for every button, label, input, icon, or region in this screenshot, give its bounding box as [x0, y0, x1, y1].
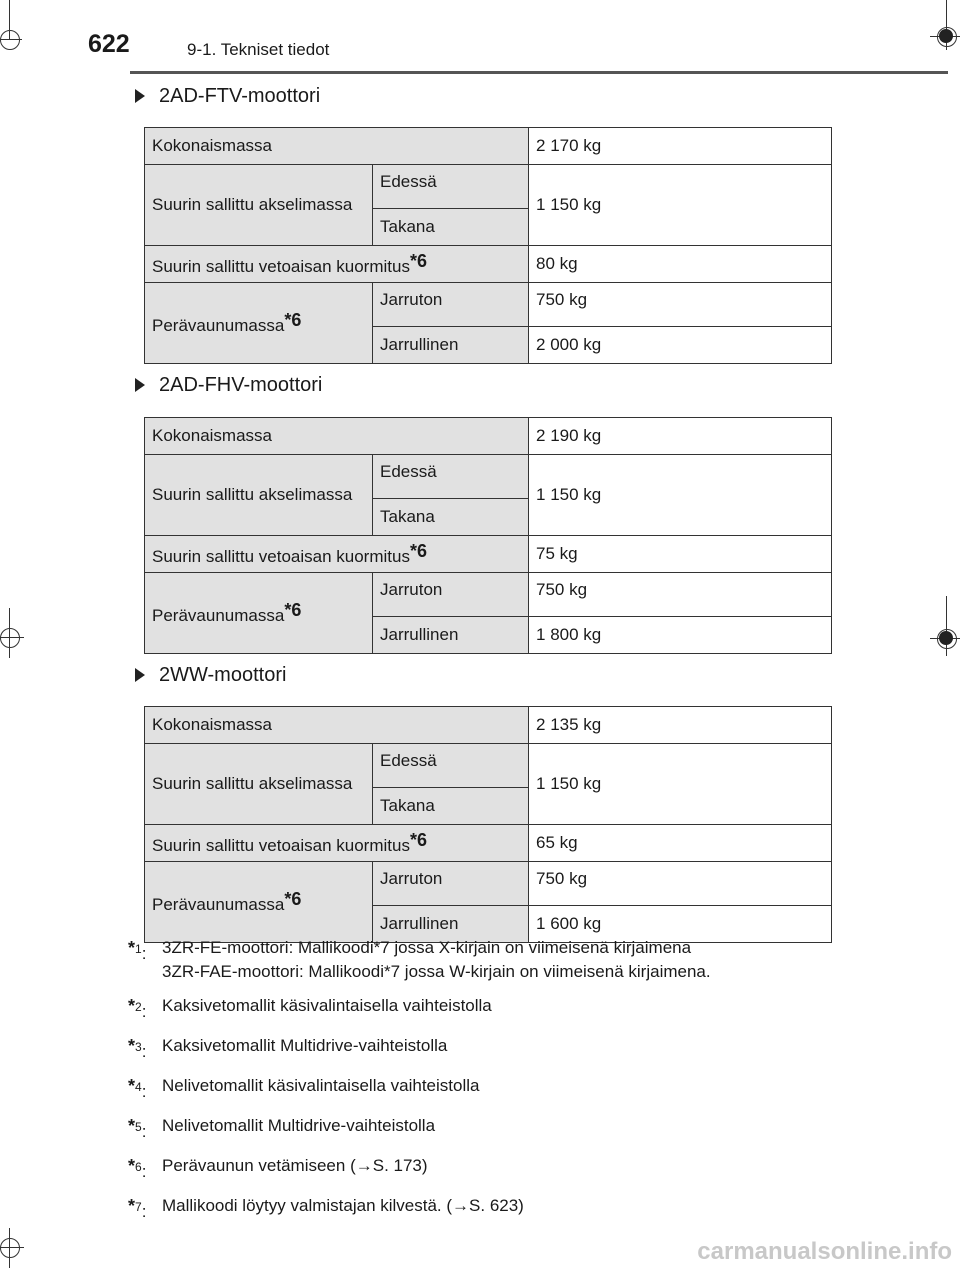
footnote-mark: *$^1$: [128, 938, 147, 963]
label-cell [145, 825, 529, 862]
label-cell: Takana [373, 209, 529, 246]
label-cell [145, 573, 373, 654]
label-cell [145, 283, 373, 364]
value-cell: 2 190 kg [529, 418, 832, 455]
label-cell [145, 862, 373, 943]
section-title: 9-1. Tekniset tiedot [187, 40, 330, 59]
label-text: Perävaunumassa [152, 606, 285, 625]
spec-table-1 [144, 127, 832, 364]
footnote-mark: *$^6$: [128, 1156, 147, 1181]
label-text: Suurin sallittu vetoaisan kuormitus [152, 257, 410, 276]
triangle-bullet-icon [135, 378, 145, 392]
engine-heading-1 [135, 85, 320, 108]
table-row [145, 455, 832, 499]
label-cell [145, 246, 529, 283]
label-cell: Kokonaismassa [145, 707, 529, 744]
label-cell: Suurin sallittu akselimassa [145, 165, 373, 246]
label-cell: Kokonaismassa [145, 128, 529, 165]
table-row [145, 283, 832, 327]
triangle-bullet-icon [135, 89, 145, 103]
value-cell: 2 135 kg [529, 707, 832, 744]
footnote [128, 936, 848, 984]
footnote-ref: *6 [284, 310, 302, 330]
footnotes [128, 936, 848, 1234]
table-row [145, 573, 832, 617]
footnote-ref: *6 [409, 830, 427, 850]
table-row [145, 418, 832, 455]
table-row [145, 825, 832, 862]
footnote-line: 3ZR-FE-moottori: Mallikoodi*7 jossa X-kirjain on viimeisenä kirjaimena [162, 938, 692, 957]
watermark: carmanualsonline.info [697, 1238, 952, 1265]
label-cell: Edessä [373, 744, 529, 788]
value-cell: 750 kg [529, 573, 832, 617]
label-cell: Jarrullinen [373, 327, 529, 364]
footnote-mark: *$^2$: [128, 996, 147, 1021]
spec-table-3 [144, 706, 832, 943]
table-row [145, 165, 832, 209]
label-cell: Edessä [373, 165, 529, 209]
label-cell: Suurin sallittu akselimassa [145, 455, 373, 536]
engine-heading-2 [135, 374, 322, 397]
footnote-text: Kaksivetomallit Multidrive-vaihteistolla [162, 1036, 448, 1055]
table-row [145, 246, 832, 283]
value-cell: 750 kg [529, 283, 832, 327]
value-cell: 1 600 kg [529, 906, 832, 943]
value-cell: 1 150 kg [529, 744, 832, 825]
table-row [145, 128, 832, 165]
table-row [145, 536, 832, 573]
value-cell: 2 170 kg [529, 128, 832, 165]
footnote-ref: *6 [409, 541, 427, 561]
table-row [145, 707, 832, 744]
value-cell: 1 150 kg [529, 455, 832, 536]
label-cell: Jarruton [373, 573, 529, 617]
value-cell: 2 000 kg [529, 327, 832, 364]
value-cell: 1 800 kg [529, 617, 832, 654]
value-cell: 750 kg [529, 862, 832, 906]
value-cell: 75 kg [529, 536, 832, 573]
engine-heading-3 [135, 664, 286, 687]
label-cell [145, 536, 529, 573]
label-text: Suurin sallittu vetoaisan kuormitus [152, 547, 410, 566]
label-cell: Jarrullinen [373, 906, 529, 943]
footnote [128, 1194, 848, 1224]
label-cell: Jarruton [373, 862, 529, 906]
engine-heading-text: 2AD-FHV-moottori [159, 374, 323, 396]
label-cell: Takana [373, 788, 529, 825]
footnote [128, 1074, 848, 1104]
header-rule [130, 71, 948, 74]
footnote [128, 994, 848, 1024]
value-cell: 65 kg [529, 825, 832, 862]
label-cell: Suurin sallittu akselimassa [145, 744, 373, 825]
footnote-text: Nelivetomallit käsivalintaisella vaihteistolla [162, 1076, 480, 1095]
footnote-text: Nelivetomallit Multidrive-vaihteistolla [162, 1116, 436, 1135]
label-cell: Jarruton [373, 283, 529, 327]
footnote-mark: *$^7$: [128, 1196, 147, 1221]
table-row [145, 862, 832, 906]
footnote-text: Kaksivetomallit käsivalintaisella vaihteistolla [162, 996, 492, 1015]
footnote-mark: *$^5$: [128, 1116, 147, 1141]
table-row [145, 744, 832, 788]
engine-heading-text: 2AD-FTV-moottori [159, 85, 321, 107]
label-cell: Edessä [373, 455, 529, 499]
triangle-bullet-icon [135, 668, 145, 682]
footnote-ref: *6 [284, 600, 302, 620]
value-cell: 80 kg [529, 246, 832, 283]
footnote [128, 1114, 848, 1144]
label-cell: Jarrullinen [373, 617, 529, 654]
footnote [128, 1154, 848, 1184]
footnote-ref: *6 [409, 251, 427, 271]
label-text: Suurin sallittu vetoaisan kuormitus [152, 836, 410, 855]
spec-table-2 [144, 417, 832, 654]
value-cell: 1 150 kg [529, 165, 832, 246]
footnote [128, 1034, 848, 1064]
footnote-ref: *6 [284, 889, 302, 909]
label-cell: Takana [373, 499, 529, 536]
page-number: 622 [88, 30, 130, 58]
footnote-mark: *$^3$: [128, 1036, 147, 1061]
label-text: Perävaunumassa [152, 316, 285, 335]
footnote-text: Perävaunun vetämiseen (→S. 173) [162, 1156, 428, 1175]
footnote-text: Mallikoodi löytyy valmistajan kilvestä. (→S. 623) [162, 1196, 524, 1215]
engine-heading-text: 2WW-moottori [159, 664, 287, 686]
footnote-text [162, 936, 848, 984]
footnote-mark: *$^4$: [128, 1076, 147, 1101]
label-cell: Kokonaismassa [145, 418, 529, 455]
footnote-line: 3ZR-FAE-moottori: Mallikoodi*7 jossa W-kirjain on viimeisenä kirjaimena. [162, 962, 711, 981]
label-text: Perävaunumassa [152, 895, 285, 914]
